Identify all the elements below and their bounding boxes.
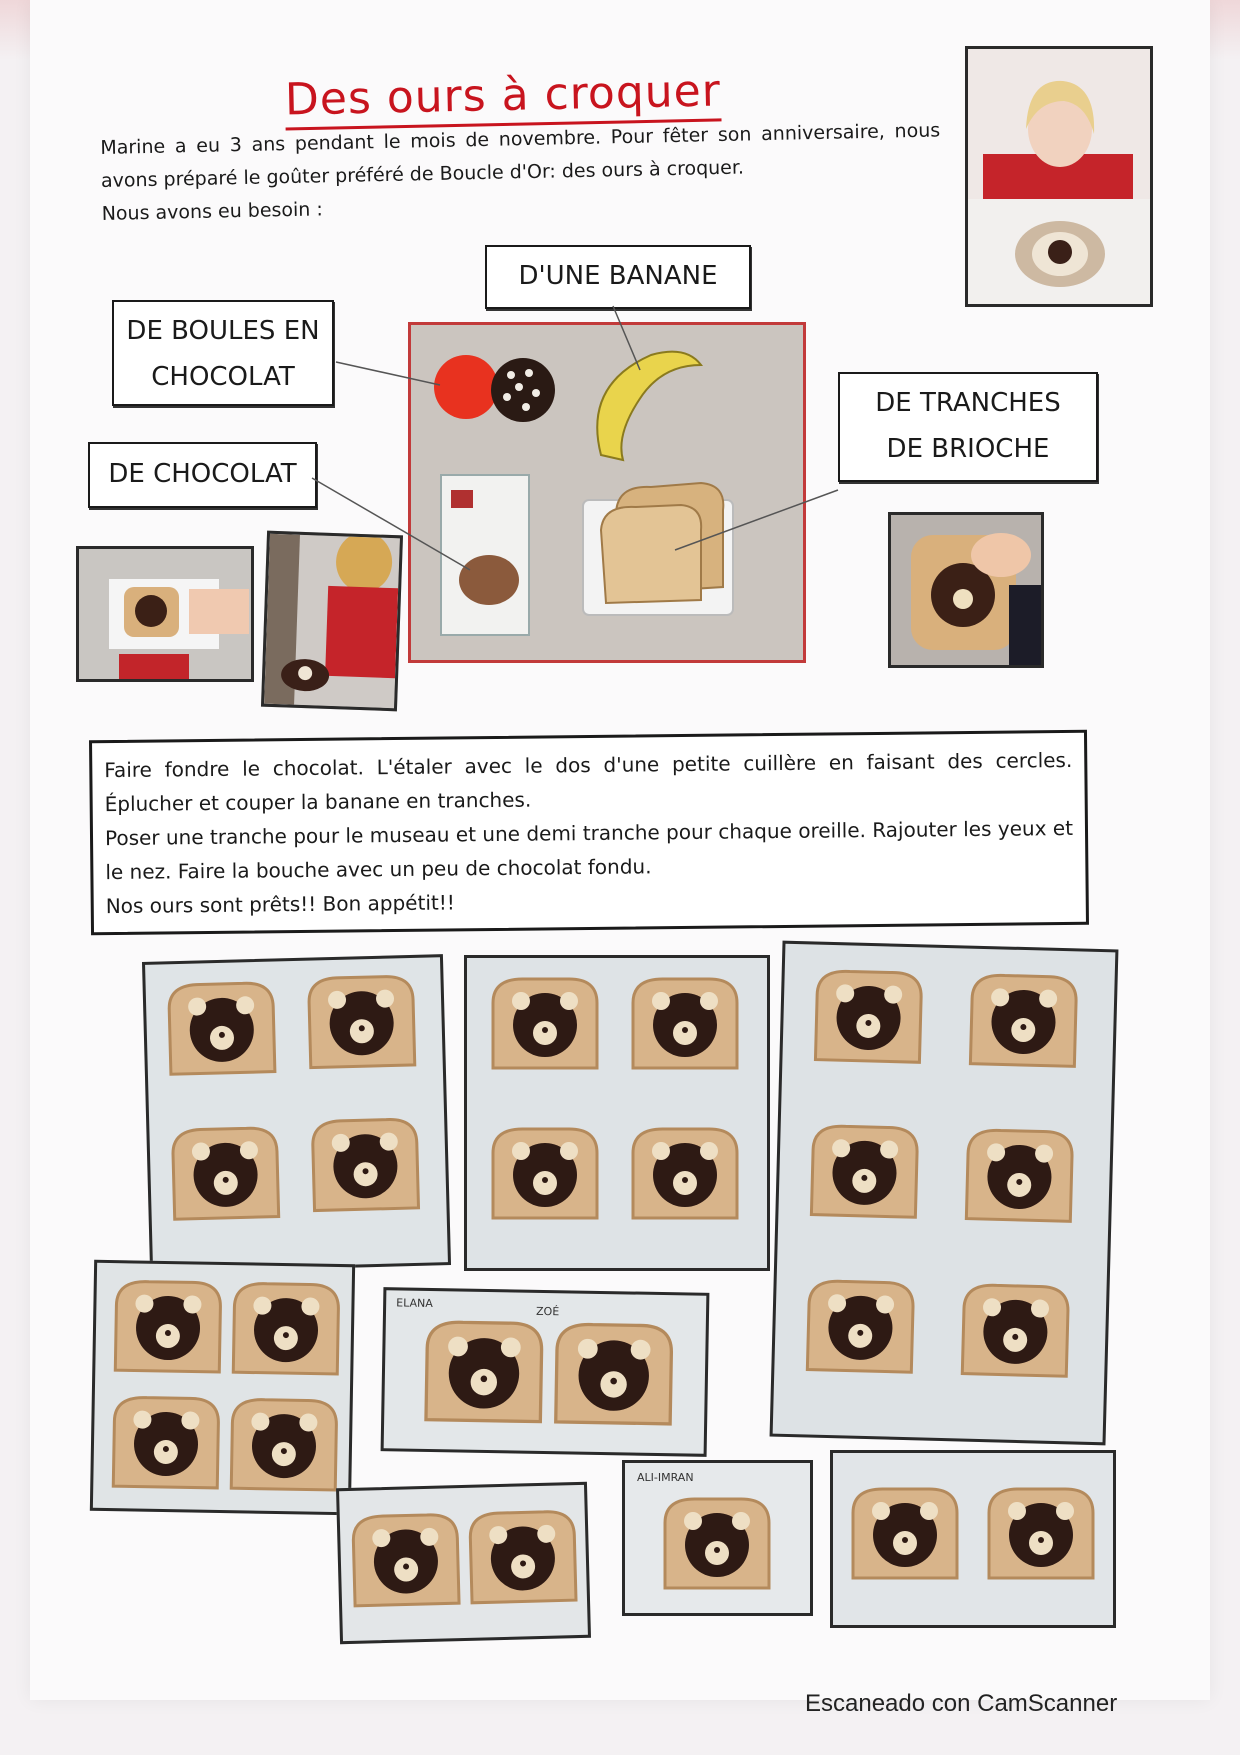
page-title: Des ours à croquer: [284, 65, 721, 130]
gallery-photo-6: [336, 1482, 591, 1645]
photo-name-zoe: ZOÉ: [535, 1304, 560, 1319]
toasts-group-7: [625, 1463, 810, 1613]
label-chocolate-balls: [112, 300, 334, 406]
gallery-photo-8: [830, 1450, 1116, 1628]
photo-name-ali: ALI-IMRAN: [637, 1471, 694, 1484]
instructions-box: [89, 730, 1089, 935]
gallery-photo-3: [770, 941, 1119, 1446]
label-brioche-line2: DE BRIOCHE: [886, 434, 1050, 464]
intro-paragraph: Marine a eu 3 ans pendant le mois de novembre. Pour fêter son anniversaire, nous avons préparé le goûter préféré de Boucle d'Or: des ours à croquer.: [100, 119, 941, 192]
label-brioche-line1: DE TRANCHES: [875, 388, 1061, 418]
gallery-photo-4: [90, 1260, 355, 1516]
birthday-child-photo: [965, 46, 1153, 307]
portrait-illustration: [968, 49, 1150, 304]
intro-needs: Nous avons eu besoin :: [101, 198, 324, 225]
ingredients-illustration: [411, 325, 803, 660]
gallery-photo-5: [381, 1287, 710, 1457]
toasts-group-1: [145, 957, 448, 1270]
scanner-watermark: Escaneado con CamScanner: [805, 1690, 1118, 1717]
label-chocolate-balls-line2: CHOCOLAT: [151, 362, 295, 392]
finished-bear-closeup-photo: [888, 512, 1044, 668]
photo-name-elana: ELANA: [396, 1296, 433, 1311]
label-banana: D'UNE BANANE: [485, 245, 751, 309]
ingredients-photo: [408, 322, 806, 663]
decorating-illustration: [264, 534, 400, 708]
toasts-group-3: [773, 944, 1116, 1442]
child-decorating-photo: [261, 531, 403, 712]
label-chocolate: DE CHOCOLAT: [88, 442, 317, 508]
gallery-photo-2: [464, 955, 770, 1271]
instructions-step1: Faire fondre le chocolat. L'étaler avec le dos d'une petite cuillère en faisant des cercles. Éplucher et couper la banane en tranches.: [104, 747, 1073, 817]
label-brioche-slices: [838, 372, 1098, 482]
intro-text: [100, 114, 942, 231]
toasts-group-2: [467, 958, 767, 1268]
spreading-chocolate-photo: [76, 546, 254, 682]
instructions-step3: Nos ours sont prêts!! Bon appétit!!: [105, 890, 455, 919]
toasts-group-8: [833, 1453, 1113, 1625]
instructions-step2: Poser une tranche pour le museau et une demi tranche pour chaque oreille. Rajouter les yeux et le nez. Faire la bouche avec un peu de chocolat fondu.: [104, 815, 1074, 885]
toasts-group-6: [339, 1485, 588, 1641]
gallery-photo-7: [622, 1460, 813, 1616]
spreading-illustration: [79, 549, 251, 679]
toasts-group-4: [93, 1263, 352, 1512]
gallery-photo-1: [142, 954, 451, 1273]
closeup-illustration: [891, 515, 1041, 665]
label-chocolate-balls-line1: DE BOULES EN: [126, 316, 320, 346]
